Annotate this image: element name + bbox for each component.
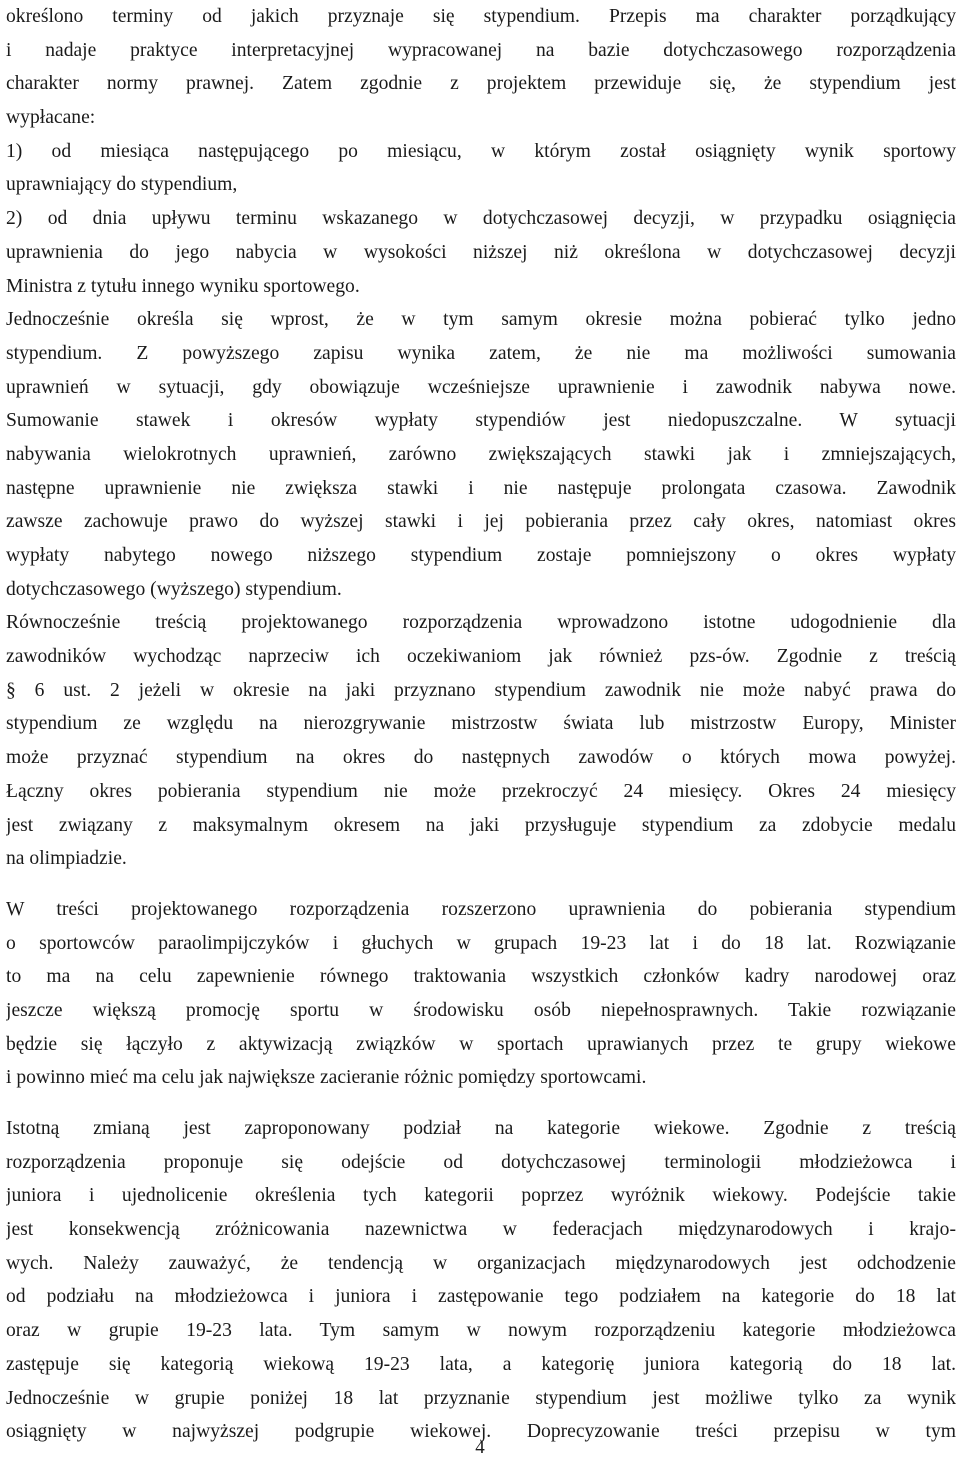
text-line: uprawnień w sytuacji, gdy obowiązuje wcześniejsze uprawnienie i zawodnik nabywa nowe. <box>6 376 956 398</box>
text-line: zawsze zachowuje prawo do wyższej stawki i jej pobierania przez cały okres, natomiast okres <box>6 511 956 533</box>
text-line: od podziału na młodzieżowca i juniora i zastępowanie tego podziałem na kategorie do 18 lat <box>6 1286 956 1308</box>
page-number: 4 <box>475 1437 485 1458</box>
text-line: zawodników wychodząc naprzeciw ich oczekiwaniom jak również pzs-ów. Zgodnie z treścią <box>6 646 956 668</box>
text-line: Równocześnie treścią projektowanego rozporządzenia wprowadzono istotne udogodnienie dla <box>6 612 956 634</box>
text-line: Jednocześnie określa się wprost, że w tym samym okresie można pobierać tylko jedno <box>6 309 956 331</box>
text-line: 2) od dnia upływu terminu wskazanego w dotychczasowej decyzji, w przypadku osiągnięcia <box>6 208 956 230</box>
text-line: Ministra z tytułu innego wyniku sportowego. <box>6 275 360 297</box>
text-line: Istotną zmianą jest zaproponowany podział na kategorie wiekowe. Zgodnie z treścią <box>6 1118 956 1139</box>
text-line: stypendium. Z powyższego zapisu wynika zatem, że nie ma możliwości sumowania <box>6 342 956 364</box>
text-line: i nadaje praktyce interpretacyjnej wypracowanej na bazie dotychczasowego rozporządzenia <box>6 39 956 61</box>
text-line: wypłacane: <box>6 107 96 129</box>
text-line: to ma na celu zapewnienie równego traktowania wszystkich członków kadry narodowej oraz <box>6 966 956 988</box>
text-line: oraz w grupie 19-23 lata. Tym samym w nowym rozporządzeniu kategorie młodzieżowca <box>6 1320 956 1342</box>
text-line: charakter normy prawnej. Zatem zgodnie z projektem przewiduje się, że stypendium jest <box>6 73 956 95</box>
text-line: uprawnienia do jego nabycia w wysokości niższej niż określona w dotychczasowej decyzji <box>6 241 956 263</box>
text-line: określono terminy od jakich przyznaje się stypendium. Przepis ma charakter porządkujący <box>6 6 956 27</box>
text-line: stypendium ze względu na nierozgrywanie mistrzostw świata lub mistrzostw Europy, Minister <box>6 713 956 735</box>
text-line: 1) od miesiąca następującego po miesiącu, w którym został osiągnięty wynik sportowy <box>6 140 956 162</box>
paragraph-gap <box>6 876 956 893</box>
text-line: Jednocześnie w grupie poniżej 18 lat przyznanie stypendium jest możliwe tylko za wynik <box>6 1387 956 1409</box>
text-line: rozporządzenia proponuje się odejście od dotychczasowej terminologii młodzieżowca i <box>6 1151 956 1173</box>
text-line: dotychczasowego (wyższego) stypendium. <box>6 578 342 600</box>
text-line: Łączny okres pobierania stypendium nie może przekroczyć 24 miesięcy. Okres 24 miesięcy <box>6 780 956 802</box>
text-line: juniora i ujednolicenie określenia tych kategorii poprzez wyróżnik wiekowy. Podejście takie <box>6 1185 956 1207</box>
text-line: W treści projektowanego rozporządzenia rozszerzono uprawnienia do pobierania stypendium <box>6 898 956 920</box>
text-line: osiągnięty w najwyższej podgrupie wiekowej. Doprecyzowanie treści przepisu w tym <box>6 1421 956 1443</box>
text-line: jeszcze większą promocję sportu w środowisku osób niepełnosprawnych. Takie rozwiązanie <box>6 999 956 1021</box>
text-line: § 6 ust. 2 jeżeli w okresie na jaki przyznano stypendium zawodnik nie może nabyć prawa do <box>6 679 956 701</box>
text-line: na olimpiadzie. <box>6 848 127 870</box>
text-line: wych. Należy zauważyć, że tendencją w organizacjach międzynarodowych jest odchodzenie <box>6 1252 956 1274</box>
body-text <box>6 0 956 1449</box>
text-line: może przyznać stypendium na okres do następnych zawodów o których mowa powyżej. <box>6 747 956 769</box>
paragraph-gap <box>6 1095 956 1112</box>
text-line: i powinno mieć ma celu jak największe zacieranie różnic pomiędzy sportowcami. <box>6 1067 647 1089</box>
text-line: wypłaty nabytego nowego niższego stypendium zostaje pomniejszony o okres wypłaty <box>6 545 956 566</box>
text-line: nabywania wielokrotnych uprawnień, zarówno zwiększających stawki jak i zmniejszających, <box>6 443 956 465</box>
text-line: Sumowanie stawek i okresów wypłaty stypendiów jest niedopuszczalne. W sytuacji <box>6 410 956 432</box>
text-line: następne uprawnienie nie zwiększa stawki i nie następuje prolongata czasowa. Zawodnik <box>6 477 956 499</box>
text-line: jest konsekwencją zróżnicowania nazewnictwa w federacjach międzynarodowych i krajo- <box>6 1219 956 1241</box>
text-line: będzie się łączyło z aktywizacją związków w sportach uprawianych przez te grupy wiekowe <box>6 1033 956 1055</box>
text-line: o sportowców paraolimpijczyków i głuchych w grupach 19-23 lat i do 18 lat. Rozwiązanie <box>6 932 956 954</box>
text-line: jest związany z maksymalnym okresem na jaki przysługuje stypendium za zdobycie medalu <box>6 814 956 836</box>
text-line: zastępuje się kategorią wiekową 19-23 lata, a kategorię juniora kategorią do 18 lat. <box>6 1353 956 1375</box>
text-line: uprawniający do stypendium, <box>6 174 238 196</box>
